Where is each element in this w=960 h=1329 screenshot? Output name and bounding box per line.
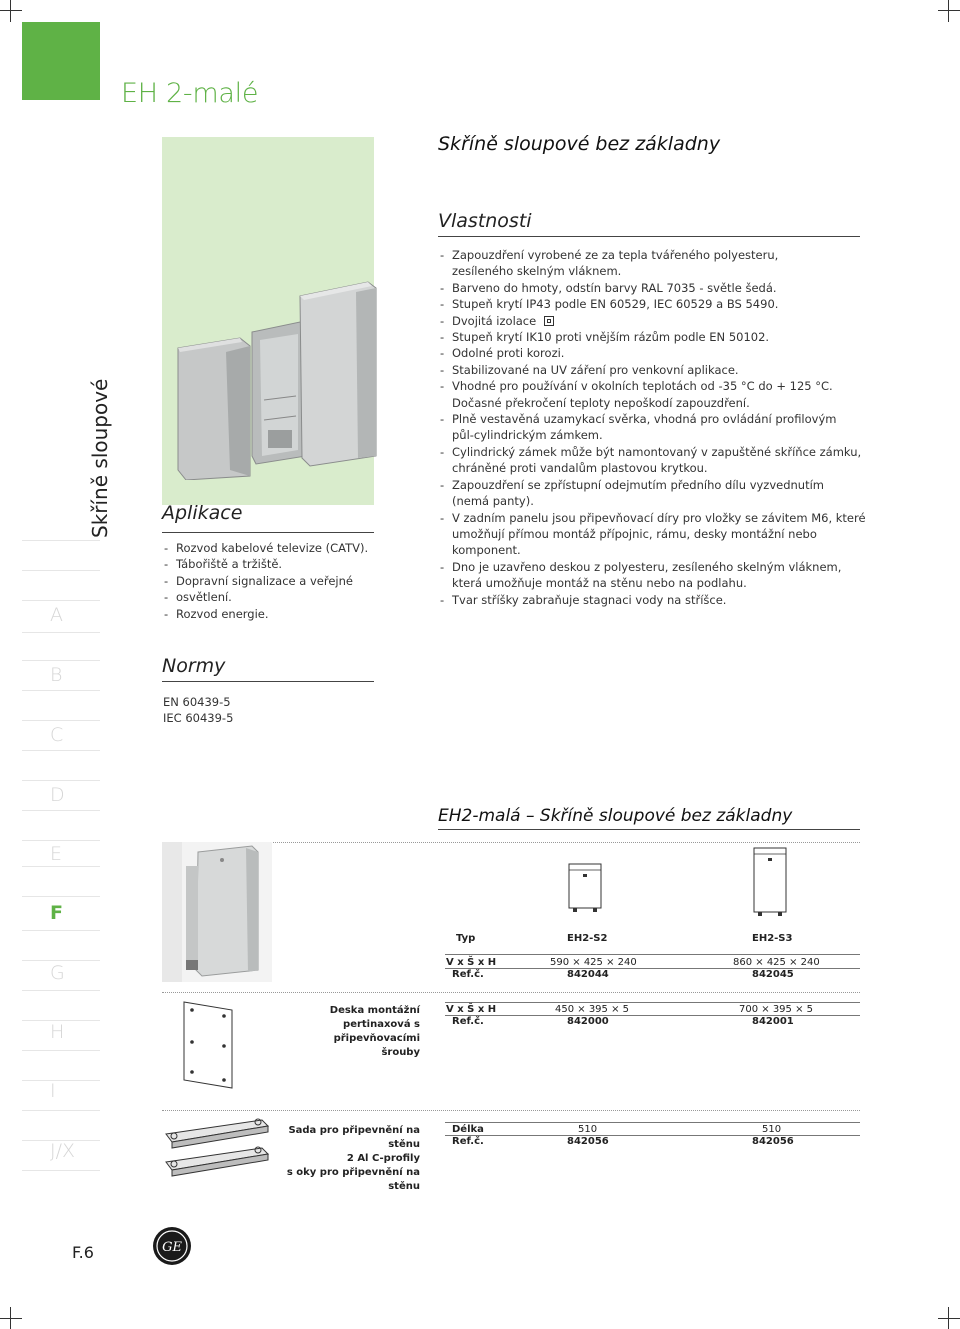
cell-dim-plate-1: 450 × 395 × 5 <box>555 1004 630 1015</box>
table-rule <box>445 1002 860 1003</box>
list-item: - osvětlení. <box>162 589 374 605</box>
index-letter-g[interactable]: G <box>50 962 65 984</box>
vlastnosti-rule <box>438 236 860 237</box>
list-item: - Stupeň krytí IK10 proti vnějším rázům podle EN 50102. <box>438 329 868 345</box>
list-item: - Plně vestavěná uzamykací svěrka, vhodná pro ovládání profilovým <box>438 411 868 427</box>
cell-ref-kit-1: 842056 <box>567 1136 609 1147</box>
page-number: F.6 <box>72 1243 94 1262</box>
index-divider <box>22 930 100 931</box>
list-item: - Rozvod energie. <box>162 606 374 622</box>
aplikace-heading: Aplikace <box>162 502 243 524</box>
wall-mounted-enclosure-photo <box>162 842 272 982</box>
index-divider <box>22 780 100 781</box>
index-divider <box>22 840 100 841</box>
aplikace-rule <box>162 532 374 533</box>
list-item: - Tvar stříšky zabraňuje stagnaci vody na stříšce. <box>438 592 868 608</box>
list-item: - Rozvod kabelové televize (CATV). <box>162 540 374 556</box>
list-item: - Dvojitá izolace <box>438 313 868 329</box>
normy-heading: Normy <box>162 655 226 677</box>
section-color-tab <box>22 22 100 100</box>
index-divider <box>22 896 100 897</box>
list-item: - Dopravní signalizace a veřejné <box>162 573 374 589</box>
index-divider <box>22 1110 100 1111</box>
table-rule <box>445 1135 860 1136</box>
list-item: - Zapouzdření se zpřístupní odejmutím předního dílu vyzvednutím <box>438 477 868 493</box>
wall-kit-description: Sada pro připevnění na stěnu 2 Al C-profily s oky pro připevnění na stěnu <box>286 1125 420 1192</box>
list-item-continuation: půl-cylindrickým zámkem. <box>452 428 603 443</box>
list-item-continuation: která umožňuje montáž na stěnu nebo na podlahu. <box>452 576 747 591</box>
list-item: - Tábořiště a tržiště. <box>162 556 374 572</box>
crop-mark <box>0 10 22 11</box>
index-divider <box>22 960 100 961</box>
index-letter-i[interactable]: I <box>50 1080 56 1102</box>
cell-dim-eh2-s3: 860 × 425 × 240 <box>733 957 820 968</box>
row-label-ref: Ref.č. <box>452 1136 484 1147</box>
side-section-label: Skříně sloupové <box>88 378 112 538</box>
cell-ref-plate-1: 842000 <box>567 1016 609 1027</box>
row-label-length: Délka <box>452 1124 484 1135</box>
row-label-dimensions: V x Š x H <box>446 957 497 968</box>
list-item: - Stabilizované na UV záření pro venkovní aplikace. <box>438 362 868 378</box>
index-letter-f[interactable]: F <box>50 902 63 924</box>
cell-len-1: 510 <box>578 1124 598 1135</box>
crop-mark <box>948 0 949 22</box>
table-rule <box>445 968 860 969</box>
product-table-title: EH2-malá – Skříně sloupové bez základny <box>438 806 793 826</box>
cell-ref-eh2-s3: 842045 <box>752 969 794 980</box>
page-subtitle: Skříně sloupové bez základny <box>438 133 721 155</box>
svg-text:GE: GE <box>162 1240 182 1255</box>
row-label-ref: Ref.č. <box>452 969 484 980</box>
list-item: - Odolné proti korozi. <box>438 345 868 361</box>
crop-mark <box>10 0 11 22</box>
eh2-s2-drawing <box>567 862 603 914</box>
table-rule <box>445 1015 860 1016</box>
list-item-continuation: chráněné proti vandalům plastovou krytkou. <box>452 461 708 476</box>
index-divider <box>22 600 100 601</box>
list-item-continuation: zesíleného skelným vláknem. <box>452 264 622 279</box>
table-divider <box>162 1110 860 1111</box>
norm-item: IEC 60439-5 <box>163 711 234 725</box>
index-divider <box>22 632 100 633</box>
normy-list <box>163 694 233 726</box>
row-label-ref: Ref.č. <box>452 1016 484 1027</box>
list-item: - Vhodné pro používání v okolních teplotách od -35 °C do + 125 °C. <box>438 378 868 394</box>
index-letter-c[interactable]: C <box>50 724 64 746</box>
eh2-s3-drawing <box>752 846 788 918</box>
crop-mark <box>0 1318 22 1319</box>
index-divider <box>22 1080 100 1081</box>
vlastnosti-list <box>438 247 868 608</box>
table-rule <box>445 954 860 955</box>
product-table-rule <box>438 829 860 830</box>
cell-dim-plate-2: 700 × 395 × 5 <box>739 1004 814 1015</box>
col-header-typ: Typ <box>456 933 476 944</box>
index-divider <box>22 1170 100 1171</box>
cell-ref-plate-2: 842001 <box>752 1016 794 1027</box>
index-letter-d[interactable]: D <box>50 784 65 806</box>
index-letter-e[interactable]: E <box>50 843 63 865</box>
vlastnosti-heading: Vlastnosti <box>438 210 532 232</box>
list-item: - V zadním panelu jsou připevňovací díry pro vložky se závitem M6, které <box>438 510 868 526</box>
c-profile-drawing <box>162 1116 272 1196</box>
list-item: - Cylindrický zámek může být namontovaný v zapuštěné skříňce zámku, <box>438 444 868 460</box>
mounting-plate-description: Deska montážní pertinaxová s připevňovacími šrouby <box>329 1005 420 1058</box>
index-divider <box>22 750 100 751</box>
index-letter-h[interactable]: H <box>50 1021 65 1043</box>
aplikace-list <box>162 540 374 622</box>
enclosure-photo <box>170 280 382 480</box>
list-item: - Dno je uzavřeno deskou z polyesteru, zesíleného skelným vláknem, <box>438 559 868 575</box>
page-title: EH 2-malé <box>121 78 259 109</box>
index-letter-b[interactable]: B <box>50 664 63 686</box>
list-item-continuation: umožňují přímou montáž přípojnic, rámu, desky montážní nebo komponent. <box>452 526 817 558</box>
crop-mark <box>938 10 960 11</box>
cell-len-2: 510 <box>762 1124 782 1135</box>
index-divider <box>22 1050 100 1051</box>
list-item-continuation: Dočasné překročení teploty nepoškodí zapouzdření. <box>452 395 750 410</box>
cell-ref-eh2-s2: 842044 <box>567 969 609 980</box>
list-item: - Barveno do hmoty, odstín barvy RAL 7035 - světle šedá. <box>438 280 868 296</box>
table-rule <box>445 1122 860 1123</box>
double-insulation-icon <box>544 316 554 326</box>
index-divider <box>22 866 100 867</box>
cell-dim-eh2-s2: 590 × 425 × 240 <box>550 957 637 968</box>
cell-ref-kit-2: 842056 <box>752 1136 794 1147</box>
row-label-dimensions: V x Š x H <box>446 1004 497 1015</box>
ge-logo-icon <box>152 1226 192 1266</box>
norm-item: EN 60439-5 <box>163 695 231 709</box>
index-divider <box>22 810 100 811</box>
list-item: - Stupeň krytí IP43 podle EN 60529, IEC 60529 a BS 5490. <box>438 296 868 312</box>
crop-mark <box>938 1318 960 1319</box>
index-divider <box>22 570 100 571</box>
table-divider <box>162 992 860 993</box>
normy-rule <box>162 681 374 682</box>
list-item-continuation: (nemá panty). <box>452 494 534 509</box>
index-divider <box>22 540 100 541</box>
index-divider <box>22 660 100 661</box>
index-letter-a[interactable]: A <box>50 604 63 626</box>
col-header-eh2-s2: EH2-S2 <box>567 933 608 944</box>
index-divider <box>22 990 100 991</box>
index-divider <box>22 720 100 721</box>
index-letter-jx[interactable]: J/X <box>50 1140 76 1162</box>
index-divider <box>22 690 100 691</box>
col-header-eh2-s3: EH2-S3 <box>752 933 793 944</box>
list-item: - Zapouzdření vyrobené ze za tepla tvářeného polyesteru, <box>438 247 868 263</box>
mounting-plate-drawing <box>182 1000 242 1090</box>
